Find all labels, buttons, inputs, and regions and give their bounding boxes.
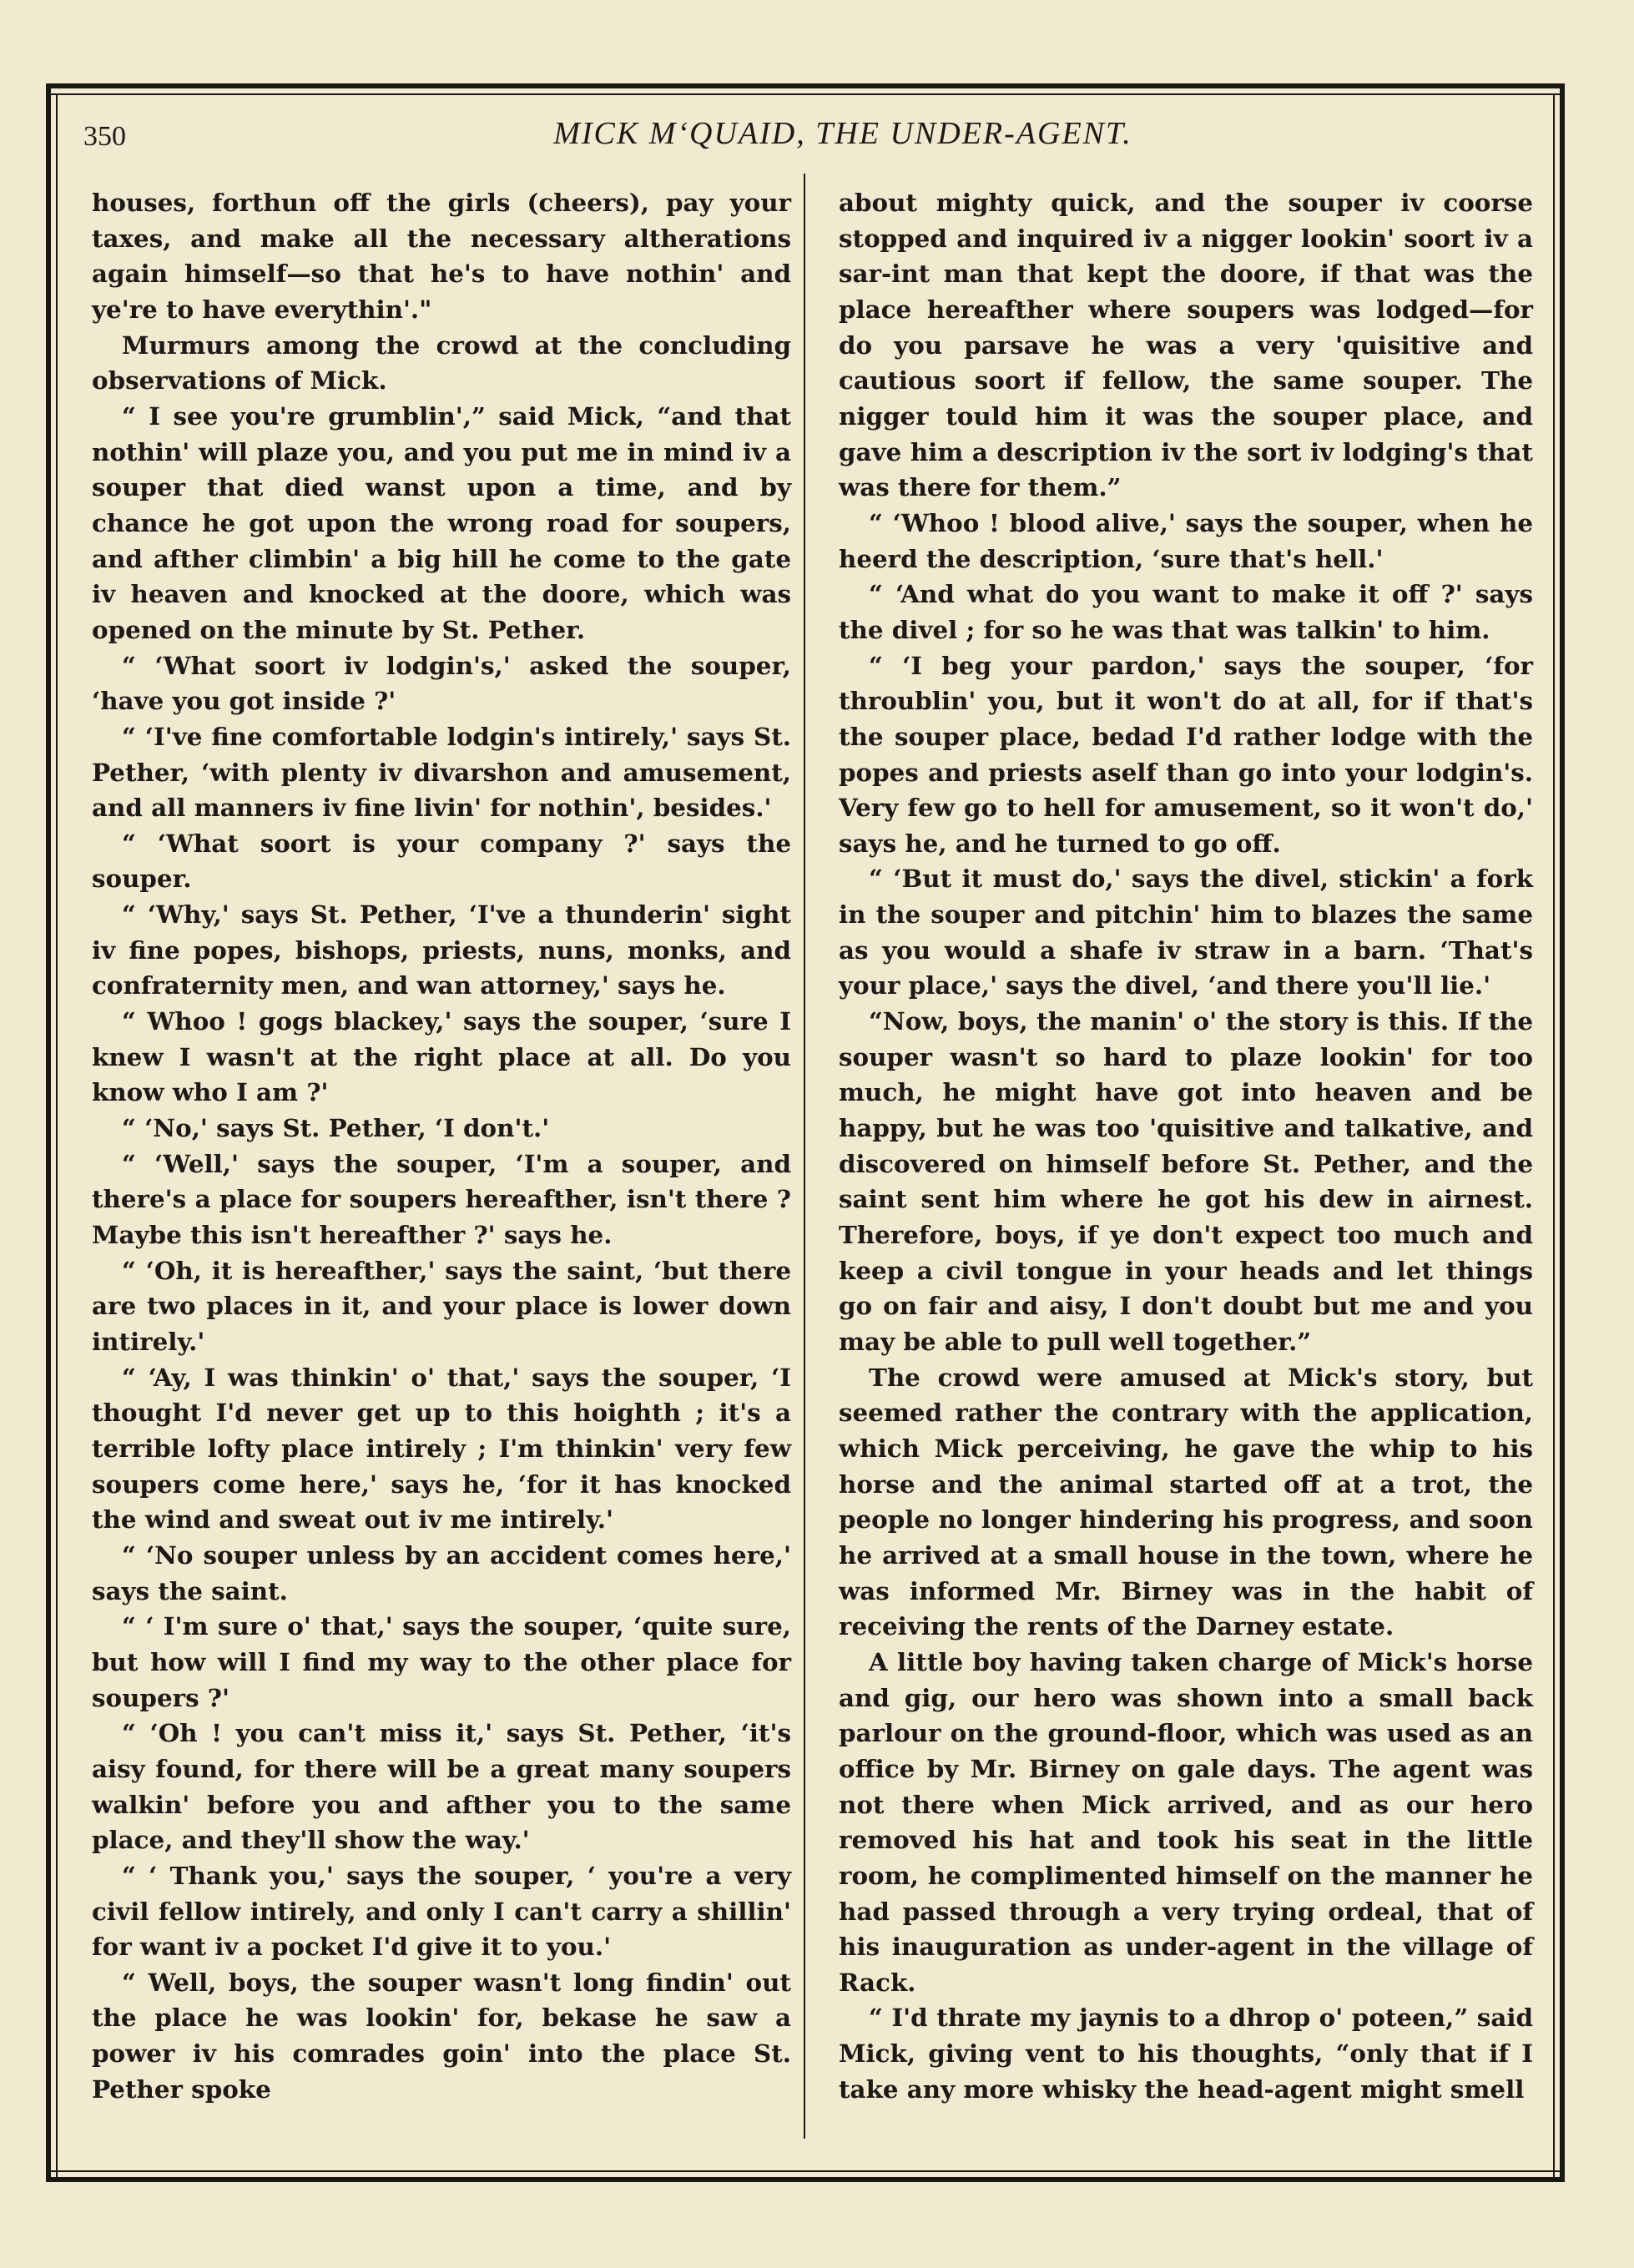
paragraph: “ ‘Why,' says St. Pether, ‘I've a thunderin' sight iv fine popes, bishops, priests, nuns, monks, and confraternity men, and wan attorney,' says he. — [92, 900, 791, 1000]
paragraph: “ ‘Oh ! you can't miss it,' says St. Pether, ‘it's aisy found, for there will be a great many soupers walkin' before you and afther you to the same place, and they'll show the way.' — [92, 1718, 791, 1855]
paragraph: about mighty quick, and the souper iv coorse stopped and inquired iv a nigger lookin' soort iv a sar-int man that kept the doore, if that was the place hereafther where soupers was lodged—for do you parsave he was a very 'quisitive and cautious soort if fellow, the same souper. The nigger tould him it was the souper place, and gave him a description iv the sort iv lodging's that was there for them.” — [839, 188, 1533, 502]
running-title: MICK M‘QUAID, THE UNDER-AGENT. — [553, 116, 1132, 151]
paragraph: “ ‘I beg your pardon,' says the souper, ‘for throublin' you, but it won't do at all, for if that's the souper place, bedad I'd rather lodge with the popes and priests aself than go into your lodgin's. Very few go to hell for amusement, so it won't do,' says he, and he turned to go off. — [839, 650, 1533, 858]
paragraph: “ ‘No,' says St. Pether, ‘I don't.' — [122, 1113, 550, 1143]
paragraph: “ ‘What soort iv lodgin's,' asked the souper, ‘have you got inside ?' — [92, 650, 791, 716]
paragraph: “ ‘And what do you want to make it off ?' says the divel ; for so he was that was talkin' to him. — [839, 579, 1533, 644]
paragraph: “ ‘ I'm sure o' that,' says the souper, ‘quite sure, but how will I find my way to the other place for soupers ?' — [92, 1611, 791, 1712]
paragraph: “ ‘Oh, it is hereafther,' says the saint, ‘but there are two places in it, and your place is lower down intirely.' — [92, 1255, 791, 1356]
paragraph: “ ‘I've fine comfortable lodgin's intirely,' says St. Pether, ‘with plenty iv divarshon and amusement, and all manners iv fine livin' for nothin', besides.' — [92, 721, 791, 823]
bottom-border-rule-thick — [46, 2177, 1565, 2182]
paragraph: “ I'd thrate my jaynis to a dhrop o' poteen,” said Mick, giving vent to his thoughts, “only that if I take any more whisky the head-agent might smell — [839, 2003, 1533, 2104]
page-number: 350 — [83, 121, 126, 152]
top-border-rule-thin — [46, 93, 1565, 95]
paragraph: “ ‘ Thank you,' says the souper, ‘ you're a very civil fellow intirely, and only I can't carry a shillin' for want iv a pocket I'd give it to you.' — [92, 1860, 791, 1962]
paragraph: “ ‘But it must do,' says the divel, stickin' a fork in the souper and pitchin' him to blazes the same as you would a shafe iv straw in a barn. ‘That's your place,' says the divel, ‘and there you'll lie.' — [839, 864, 1533, 1000]
left-border-rule-thick — [46, 83, 51, 2182]
column-divider-rule — [804, 174, 805, 2139]
paragraph: “ ‘Whoo ! blood alive,' says the souper, when he heerd the description, ‘sure that's hell.' — [839, 507, 1533, 573]
paragraph: “ ‘Well,' says the souper, ‘I'm a souper, and there's a place for soupers hereafther, isn't there ? Maybe this isn't hereafther ?' says he. — [92, 1148, 791, 1250]
right-text-column — [839, 185, 1533, 2107]
paragraph: “ ‘No souper unless by an accident comes here,' says the saint. — [92, 1540, 791, 1605]
paragraph: “Now, boys, the manin' o' the story is this. If the souper wasn't so hard to plaze lookin' for too much, he might have got into heaven and be happy, but he was too 'quisitive and talkative, and discovered on himself before St. Pether, and the saint sent him where he got his dew in airnest. Therefore, boys, if ye don't expect too much and keep a civil tongue in your heads and let things go on fair and aisy, I don't doubt but me and you may be able to pull well together.” — [839, 1006, 1533, 1356]
right-border-rule-thick — [1560, 83, 1565, 2182]
paragraph: The crowd were amused at Mick's story, but seemed rather the contrary with the application, which Mick perceiving, he gave the whip to his horse and the animal started off at a trot, the people no longer hindering his progress, and soon he arrived at a small house in the town, where he was informed Mr. Birney was in the habit of receiving the rents of the Darney estate. — [839, 1362, 1533, 1641]
paragraph: A little boy having taken charge of Mick's horse and gig, our hero was shown into a small back parlour on the ground-floor, which was used as an office by Mr. Birney on gale days. The agent was not there when Mick arrived, and as our hero removed his hat and took his seat in the little room, he complimented himself on the manner he had passed through a very trying ordeal, that of his inauguration as under-agent in the village of Rack. — [839, 1646, 1533, 1997]
paragraph: houses, forthun off the girls (cheers), pay your taxes, and make all the necessary altherations again himself—so that he's to have nothin' and ye're to have everythin'." — [92, 188, 791, 324]
left-text-column — [92, 185, 791, 2107]
paragraph: Murmurs among the crowd at the concluding observations of Mick. — [92, 330, 791, 396]
bottom-border-rule-thin — [46, 2170, 1565, 2172]
paragraph: “ Whoo ! gogs blackey,' says the souper, ‘sure I knew I wasn't at the right place at all. Do you know who I am ?' — [92, 1006, 791, 1107]
right-border-rule-thin — [1553, 93, 1555, 2177]
paragraph: “ ‘Ay, I was thinkin' o' that,' says the souper, ‘I thought I'd never get up to this hoighth ; it's a terrible lofty place intirely ; I'm thinkin' very few soupers come here,' says he, ‘for it has knocked the wind and sweat out iv me intirely.' — [92, 1362, 791, 1535]
paragraph: “ I see you're grumblin',” said Mick, “and that nothin' will plaze you, and you put me in mind iv a souper that died wanst upon a time, and by chance he got upon the wrong road for soupers, and afther climbin' a big hill he come to the gate iv heaven and knocked at the doore, which was opened on the minute by St. Pether. — [92, 401, 791, 644]
left-border-rule-thin — [56, 93, 58, 2177]
paragraph: “ ‘What soort is your company ?' says the souper. — [92, 828, 791, 894]
paragraph: “ Well, boys, the souper wasn't long findin' out the place he was lookin' for, bekase he saw a power iv his comrades goin' into the place St. Pether spoke — [92, 1967, 791, 2104]
top-border-rule-thick — [46, 83, 1565, 88]
